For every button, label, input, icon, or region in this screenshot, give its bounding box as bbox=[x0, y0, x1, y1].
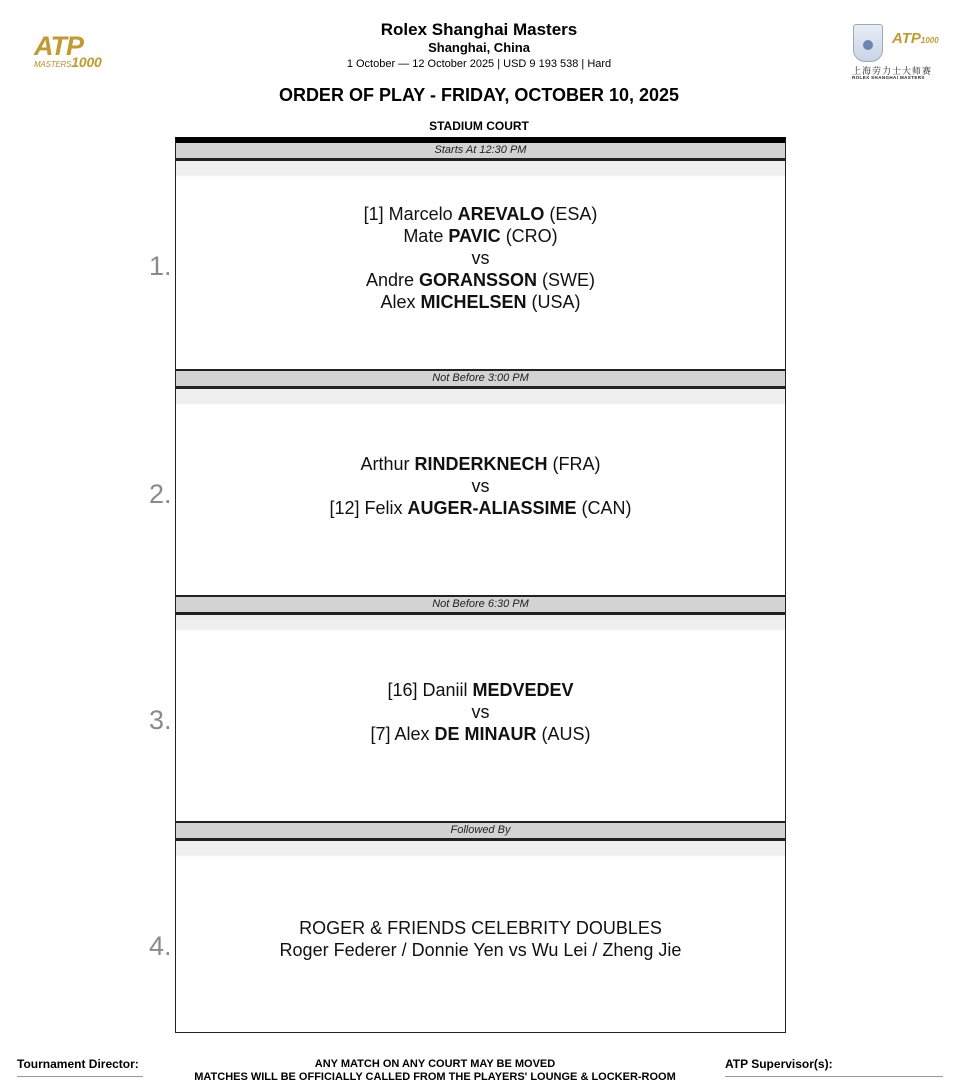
atp-supervisor-block bbox=[725, 1057, 943, 1077]
player-line bbox=[176, 497, 785, 519]
player-first-name: [7] Alex bbox=[370, 724, 435, 744]
match-time: Not Before 3:00 PM bbox=[176, 369, 785, 389]
match-card bbox=[149, 161, 785, 365]
match-time: Starts At 12:30 PM bbox=[176, 143, 785, 161]
vs-label: vs bbox=[471, 476, 490, 496]
player-first-name: Andre bbox=[365, 270, 420, 290]
atp-supervisor-label: ATP Supervisor(s): bbox=[725, 1057, 833, 1071]
player-line bbox=[176, 723, 785, 745]
notice-line-2: MATCHES WILL BE OFFICIALLY CALLED FROM THE PLAYERS' LOUNGE & LOCKER-ROOM bbox=[194, 1071, 676, 1083]
player-line bbox=[176, 679, 785, 701]
signature-line bbox=[725, 1076, 943, 1077]
match-players bbox=[176, 917, 785, 961]
player-country: (SWE) bbox=[537, 270, 596, 290]
match-card bbox=[149, 389, 785, 593]
footer-notice bbox=[160, 1058, 710, 1084]
tournament-info: 1 October — 12 October 2025 | USD 9 193 538 | Hard bbox=[346, 58, 612, 70]
document-header bbox=[0, 20, 958, 106]
order-of-play-title: ORDER OF PLAY - FRIDAY, OCTOBER 10, 2025 bbox=[278, 85, 680, 105]
tournament-director-label: Tournament Director: bbox=[17, 1057, 139, 1071]
player-last-name: RINDERKNECH bbox=[414, 454, 548, 474]
match-number: 4. bbox=[149, 931, 172, 961]
player-line bbox=[176, 203, 785, 225]
player-line bbox=[176, 453, 785, 475]
atp-small-text: ATP bbox=[892, 30, 921, 47]
match-slot-1 bbox=[149, 143, 785, 369]
atp-small-number: 1000 bbox=[920, 36, 939, 45]
player-country: (CAN) bbox=[576, 498, 632, 518]
player-line bbox=[176, 269, 785, 291]
player-first-name: [16] Daniil bbox=[387, 680, 473, 700]
masters-number: 1000 bbox=[71, 54, 102, 70]
match-players bbox=[176, 679, 785, 745]
court-name: STADIUM COURT bbox=[429, 119, 529, 133]
tournament-city: Shanghai, China bbox=[428, 40, 530, 55]
event-players: Roger Federer / Donnie Yen vs Wu Lei / Zheng Jie bbox=[279, 940, 682, 960]
english-tournament-name: ROLEX SHANGHAI MASTERS bbox=[852, 75, 925, 80]
masters-label: MASTERS bbox=[34, 60, 72, 69]
tournament-title: Rolex Shanghai Masters bbox=[380, 20, 578, 39]
notice-line-1: ANY MATCH ON ANY COURT MAY BE MOVED bbox=[314, 1058, 556, 1070]
match-number: 3. bbox=[149, 705, 172, 735]
player-country: (AUS) bbox=[536, 724, 591, 744]
match-slot-4 bbox=[149, 821, 785, 1032]
player-last-name: PAVIC bbox=[448, 226, 501, 246]
player-first-name: Arthur bbox=[360, 454, 415, 474]
chinese-tournament-name: 上海劳力士大师赛 bbox=[852, 66, 933, 76]
player-country: (USA) bbox=[526, 292, 581, 312]
player-last-name: MEDVEDEV bbox=[472, 680, 574, 700]
player-first-name: Alex bbox=[380, 292, 421, 312]
vs-label: vs bbox=[471, 702, 490, 722]
signature-line bbox=[17, 1076, 143, 1077]
player-first-name: [12] Felix bbox=[329, 498, 408, 518]
player-first-name: Mate bbox=[403, 226, 449, 246]
match-slot-2 bbox=[149, 369, 785, 595]
match-players bbox=[176, 203, 785, 313]
player-country: (CRO) bbox=[500, 226, 558, 246]
player-first-name: [1] Marcelo bbox=[363, 204, 458, 224]
match-card bbox=[149, 615, 785, 819]
match-card bbox=[149, 841, 785, 1032]
player-last-name: AUGER-ALIASSIME bbox=[407, 498, 577, 518]
match-number: 1. bbox=[149, 251, 172, 281]
match-number: 2. bbox=[149, 479, 172, 509]
match-time: Followed By bbox=[176, 821, 785, 841]
match-players bbox=[176, 453, 785, 519]
player-last-name: MICHELSEN bbox=[420, 292, 527, 312]
player-country: (FRA) bbox=[547, 454, 601, 474]
player-last-name: AREVALO bbox=[457, 204, 545, 224]
player-last-name: DE MINAUR bbox=[434, 724, 537, 744]
match-time: Not Before 6:30 PM bbox=[176, 595, 785, 615]
player-line bbox=[176, 291, 785, 313]
match-slot-3 bbox=[149, 595, 785, 821]
atp-logo-text: ATP bbox=[34, 31, 83, 61]
player-country: (ESA) bbox=[544, 204, 598, 224]
court-schedule bbox=[149, 137, 786, 1033]
player-last-name: GORANSSON bbox=[419, 270, 538, 290]
tournament-director-block bbox=[17, 1057, 143, 1077]
vs-label: vs bbox=[471, 248, 490, 268]
event-title: ROGER & FRIENDS CELEBRITY DOUBLES bbox=[299, 918, 662, 938]
player-line bbox=[176, 225, 785, 247]
